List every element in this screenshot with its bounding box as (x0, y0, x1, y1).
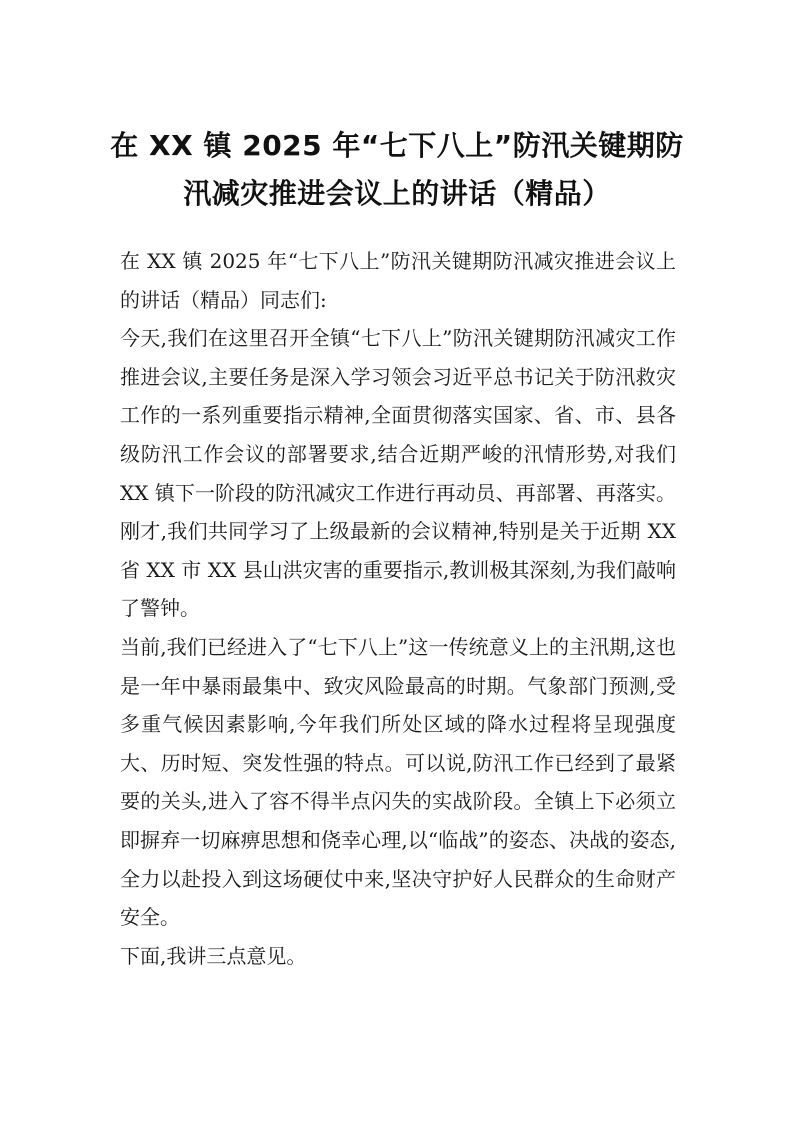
document-body (120, 242, 676, 975)
paragraph-three-points: 下面,我讲三点意见。 (120, 943, 307, 968)
document-title (110, 122, 684, 218)
title-line-2: 汛减灾推进会议上的讲话（精品） (183, 177, 611, 210)
paragraph-opening: 在 XX 镇 2025 年“七下八上”防汛关键期防汛减灾推进会议上的讲话（精品）同志们: (120, 249, 676, 312)
title-line-1: 在 XX 镇 2025 年“七下八上”防汛关键期防 (110, 129, 684, 162)
paragraph-current-situation: 当前,我们已经进入了“七下八上”这一传统意义上的主汛期,这也是一年中暴雨最集中、致灾风险最高的时期。气象部门预测,受多重气候因素影响,今年我们所处区域的降水过程将呈现强度大、历时短、突发性强的特点。可以说,防汛工作已经到了最紧要的关头,进入了容不得半点闪失的实战阶段。全镇上下必须立即摒弃一切麻痹思想和侥幸心理,以“临战”的姿态、决战的姿态,全力以赴投入到这场硬仗中来,坚决守护好人民群众的生命财产安全。 (120, 634, 676, 930)
paragraph-meeting-purpose: 今天,我们在这里召开全镇“七下八上”防汛关键期防汛减灾工作推进会议,主要任务是深入学习领会习近平总书记关于防汛救灾工作的一系列重要指示精神,全面贯彻落实国家、省、市、县各级防汛工作会议的部署要求,结合近期严峻的汛情形势,对我们 XX 镇下一阶段的防汛减灾工作进行再动员、再部署、再落实。刚才,我们共同学习了上级最新的会议精神,特别是关于近期 XX 省 XX 市 XX 县山洪灾害的重要指示,教训极其深刻,为我们敲响了警钟。 (120, 326, 676, 621)
